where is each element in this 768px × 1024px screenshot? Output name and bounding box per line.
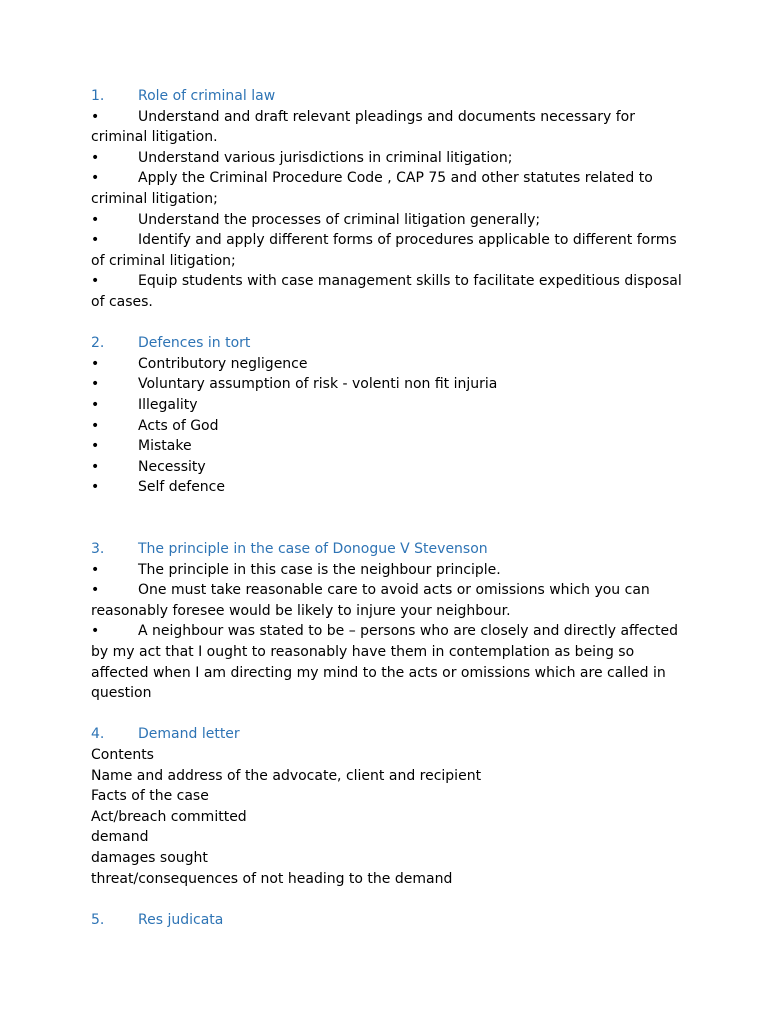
list-item <box>91 457 691 478</box>
list-item-text: Illegality <box>138 396 198 413</box>
list-item <box>91 621 691 703</box>
list-item <box>91 436 691 457</box>
list-item <box>91 416 691 437</box>
section-defences-in-tort <box>91 333 691 498</box>
bullet-icon: • <box>91 417 100 434</box>
section-number: 5. <box>91 911 105 928</box>
list-item-text: One must take reasonable care to avoid acts or omissions which you can reasonably foresee would be likely to injure your neighbour. <box>91 582 650 619</box>
list-item <box>91 477 691 498</box>
list-item-text: Contributory negligence <box>138 355 308 372</box>
list-item <box>91 230 691 271</box>
bullet-icon: • <box>91 211 100 228</box>
list-item <box>91 560 691 581</box>
list-item <box>91 107 691 148</box>
list-item <box>91 354 691 375</box>
text-line: Act/breach committed <box>91 808 247 825</box>
text-line: Facts of the case <box>91 788 209 805</box>
list-item-text: Self defence <box>138 479 225 496</box>
bullet-icon: • <box>91 458 100 475</box>
list-item <box>91 271 691 312</box>
list-item-text: Understand various jurisdictions in criminal litigation; <box>138 149 513 166</box>
list-item-text: Equip students with case management skills to facilitate expeditious disposal of cases. <box>91 273 682 310</box>
list-item-text: Mistake <box>138 438 192 455</box>
list-item <box>91 148 691 169</box>
bullet-icon: • <box>91 232 100 249</box>
section-title: Demand letter <box>138 726 240 743</box>
section-heading <box>91 539 691 560</box>
section-res-judicata <box>91 910 691 931</box>
section-title: Res judicata <box>138 911 224 928</box>
bullet-icon: • <box>91 170 100 187</box>
section-donogue-v-stevenson <box>91 539 691 704</box>
list-item-text: Understand the processes of criminal litigation generally; <box>138 211 541 228</box>
section-title: Defences in tort <box>138 335 251 352</box>
bullet-icon: • <box>91 582 100 599</box>
text-line: damages sought <box>91 849 208 866</box>
bullet-icon: • <box>91 396 100 413</box>
list-item-text: Identify and apply different forms of procedures applicable to different forms of criminal litigation; <box>91 232 677 269</box>
bullet-icon: • <box>91 561 100 578</box>
text-line: Contents <box>91 747 154 763</box>
section-number: 4. <box>91 726 105 743</box>
section-number: 3. <box>91 541 105 558</box>
list-item-text: Necessity <box>138 458 206 475</box>
section-role-of-criminal-law <box>91 86 691 313</box>
text-line: Name and address of the advocate, client and recipient <box>91 767 482 784</box>
bullet-icon: • <box>91 273 100 290</box>
section-heading <box>91 333 691 354</box>
section-demand-letter <box>91 724 691 889</box>
section-number: 2. <box>91 335 105 352</box>
section-heading <box>91 86 691 107</box>
list-item <box>91 580 691 621</box>
list-item-text: Voluntary assumption of risk - volenti non fit injuria <box>138 376 498 393</box>
list-item-text: A neighbour was stated to be – persons who are closely and directly affected by my act that I ought to reasonably have them in contemplation as being so affected when I am directing my mind to the acts or omissions which are called in question <box>91 623 678 702</box>
bullet-icon: • <box>91 623 100 640</box>
list-item <box>91 395 691 416</box>
bullet-icon: • <box>91 479 100 496</box>
list-item-text: The principle in this case is the neighbour principle. <box>138 561 501 578</box>
list-item <box>91 168 691 209</box>
section-heading <box>91 910 691 931</box>
document-page <box>91 86 691 930</box>
list-item <box>91 374 691 395</box>
list-item-text: Apply the Criminal Procedure Code , CAP 75 and other statutes related to criminal litigation; <box>91 170 653 207</box>
bullet-icon: • <box>91 108 100 125</box>
bullet-icon: • <box>91 438 100 455</box>
section-title: Role of criminal law <box>138 88 276 104</box>
section-heading <box>91 724 691 745</box>
text-line: threat/consequences of not heading to the demand <box>91 870 453 887</box>
list-item <box>91 210 691 231</box>
list-item-text: Acts of God <box>138 417 219 434</box>
section-number: 1. <box>91 88 105 104</box>
bullet-icon: • <box>91 355 100 372</box>
bullet-icon: • <box>91 149 100 166</box>
list-item-text: Understand and draft relevant pleadings and documents necessary for criminal litigation. <box>91 108 635 146</box>
bullet-icon: • <box>91 376 100 393</box>
section-title: The principle in the case of Donogue V Stevenson <box>138 541 488 558</box>
text-line: demand <box>91 829 149 846</box>
